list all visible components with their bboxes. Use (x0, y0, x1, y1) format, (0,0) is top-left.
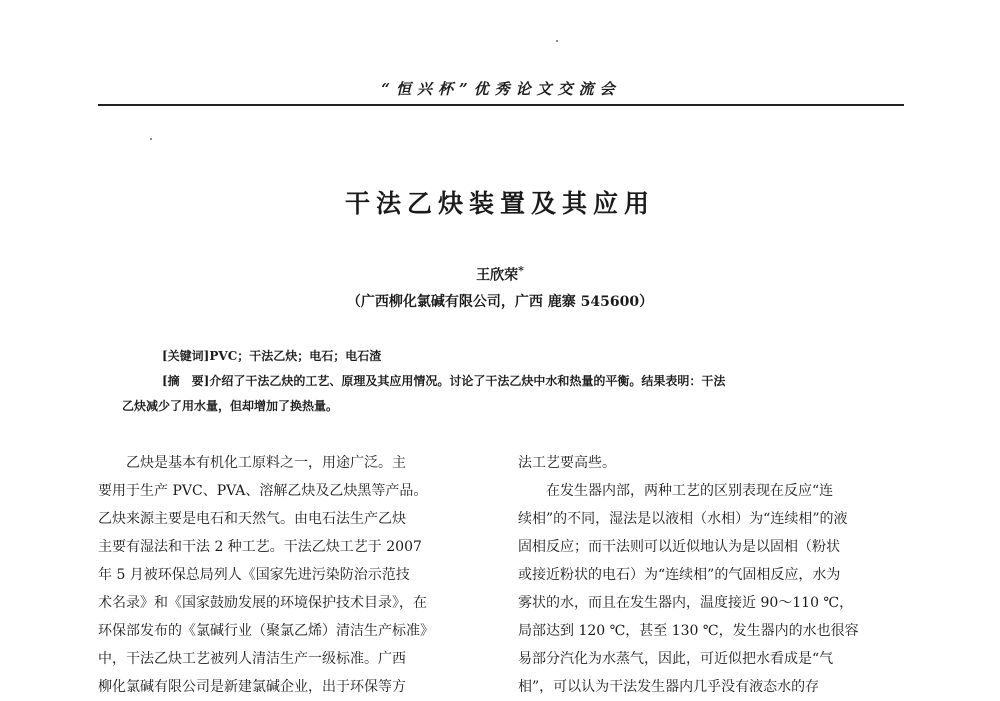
body-text-line: 年 5 月被环保总局列人《国家先进污染防治示范技 (98, 567, 410, 583)
keywords-label: [关键词] (162, 349, 210, 363)
body-text-line: 在发生器内部，两种工艺的区别表现在反应“连 (546, 483, 834, 499)
body-text-line: 续相”的不同，湿法是以液相（水相）为“连续相”的液 (518, 511, 848, 527)
body-text-line: 局部达到 120 ℃，甚至 130 ℃，发生器内的水也很容 (518, 623, 859, 639)
body-text-line: 乙炔是基本有机化工原料之一，用途广泛。主 (126, 455, 406, 471)
body-text-line: 固相反应；而干法则可以近似地认为是以固相（粉状 (518, 539, 840, 555)
body-text-line: 术名录》和《国家鼓励发展的环境保护技术目录》，在 (98, 595, 427, 611)
abstract-line-1 (162, 371, 725, 391)
body-text-line: 雾状的水，而且在发生器内，温度接近 90～110 ℃， (518, 595, 854, 611)
abstract-text: 介绍了干法乙炔的工艺、原理及其应用情况。讨论了干法乙炔中水和热量的平衡。结果表明：干法 (209, 374, 726, 388)
author-footnote-mark: * (518, 264, 524, 277)
body-left-column (98, 449, 486, 701)
author-name: 王欣荣 (476, 267, 519, 284)
running-header: “恒兴杯”优秀论文交流会 (381, 80, 621, 98)
scan-speck (556, 40, 558, 42)
scan-speck (150, 138, 152, 140)
header-rule (98, 104, 904, 106)
author-line (300, 264, 700, 285)
body-text-line: 或接近粉状的电石）为“连续相”的气固相反应，水为 (518, 567, 841, 583)
article-title: 干法乙炔装置及其应用 (344, 189, 655, 218)
body-text-line: 主要有湿法和干法 2 种工艺。干法乙炔工艺于 2007 (98, 539, 422, 555)
body-text-line: 中，干法乙炔工艺被列人清洁生产一级标准。广西 (98, 651, 406, 667)
body-text-line: 法工艺要高些。 (518, 455, 616, 471)
abstract-text: 乙炔减少了用水量，但却增加了换热量。 (122, 399, 339, 413)
abstract-line-2 (122, 396, 338, 416)
author-affiliation: （广西柳化氯碱有限公司，广西 鹿寨 545600） (346, 294, 654, 310)
body-text-line: 乙炔来源主要是电石和天然气。由电石法生产乙炔 (98, 511, 406, 527)
body-text-line: 相”，可以认为干法发生器内几乎没有液态水的存 (518, 679, 820, 695)
abstract-label: [摘 要] (162, 374, 210, 388)
body-text-line: 柳化氯碱有限公司是新建氯碱企业，出于环保等方 (98, 679, 406, 695)
body-text-line: 易部分汽化为水蒸气，因此，可近似把水看成是“气 (518, 651, 834, 667)
keywords-text: PVC；干法乙炔；电石；电石渣 (209, 349, 382, 363)
body-text-line: 环保部发布的《氯碱行业（聚氯乙烯）清洁生产标准》 (98, 623, 434, 639)
body-right-column (518, 449, 908, 701)
body-text-line: 要用于生产 PVC、PVA、溶解乙炔及乙炔黑等产品。 (98, 483, 428, 499)
keywords-line (162, 346, 381, 366)
